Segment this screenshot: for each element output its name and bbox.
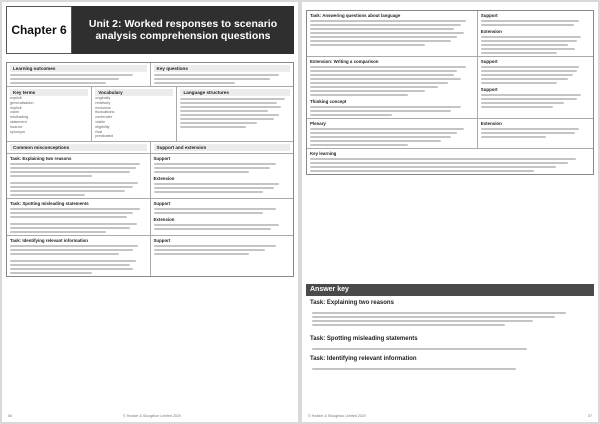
unit-title: Unit 2: Worked responses to scenario analysis comprehension questions [72,6,294,54]
key-terms-heading: Key terms [10,89,88,96]
vocab-word: predicated [95,134,113,139]
task-spotting-heading: Task: Spotting misleading statements [10,201,89,207]
task-comparison-heading: Extension: Writing a comparison [310,59,379,64]
task-explaining-heading: Task: Explaining two reasons [10,156,72,162]
vocab-word: rival [95,129,103,134]
support-label: Support [480,13,498,18]
key-term: statement [10,119,27,124]
key-term: nuance [10,124,23,129]
key-term: generalisation [10,100,34,105]
task-language-heading: Task: Answering questions about language [310,13,401,18]
extension-label: Extension [153,176,175,182]
answer-task-3-lines [312,366,588,370]
plenary-label: Plenary [310,121,326,126]
support-label: Support [480,87,498,92]
vocabulary-heading: Vocabulary [95,89,173,96]
right-page [302,2,598,422]
answer-task-3: Task: Identifying relevant information [310,356,417,362]
support-label: Support [480,59,498,64]
support-label: Support [153,156,171,162]
right-footer [308,414,592,418]
vocab-word: eligibility [95,124,110,129]
support-extension-heading: Support and extension [154,144,291,151]
objectives-table [6,62,294,277]
key-term: claim [10,110,19,115]
answer-task-2: Task: Spotting misleading statements [310,336,418,342]
continuation-table [306,10,594,175]
vocab-word: exclusive [95,105,111,110]
page-number: 57 [588,414,592,418]
thinking-concept-heading: Thinking concept [310,99,347,104]
support-label: Support [153,201,171,207]
left-page [2,2,298,422]
support-label: Support [153,238,171,244]
learning-outcomes-heading: Learning outcomes [10,65,147,72]
answer-task-1: Task: Explaining two reasons [310,300,394,306]
extension-label: Extension [480,29,502,34]
copyright: © Hodder & Stoughton Limited 2020 [308,414,366,418]
answer-key-title: Answer key [310,286,349,293]
answer-key-band [306,284,594,296]
vocab-word: relatively [95,100,111,105]
answer-task-1-lines [312,310,588,326]
vocab-word: viable [95,119,106,124]
vocab-word: originally [95,96,111,100]
answer-task-2-lines [312,346,588,350]
task-identifying-heading: Task: Identifying relevant information [10,238,88,244]
page-number: 56 [8,414,12,418]
unit-banner [6,6,294,54]
left-footer [8,414,292,418]
language-structures-heading: Language structures [180,89,290,96]
extension-label: Extension [480,121,502,126]
key-term: implicit [10,105,22,110]
key-term: misleading [10,115,29,120]
vocab-word: fluctuations [95,110,115,115]
chapter-label: Chapter 6 [6,6,72,54]
copyright: © Hodder & Stoughton Limited 2020 [123,414,181,418]
key-term: explicit [10,96,22,100]
key-learning-heading: Key learning [310,151,337,156]
key-questions-heading: Key questions [154,65,291,72]
common-misconceptions-heading: Common misconceptions [10,144,147,151]
vocab-word: contender [95,115,113,120]
extension-label: Extension [153,217,175,223]
key-term: synonym [10,129,26,134]
